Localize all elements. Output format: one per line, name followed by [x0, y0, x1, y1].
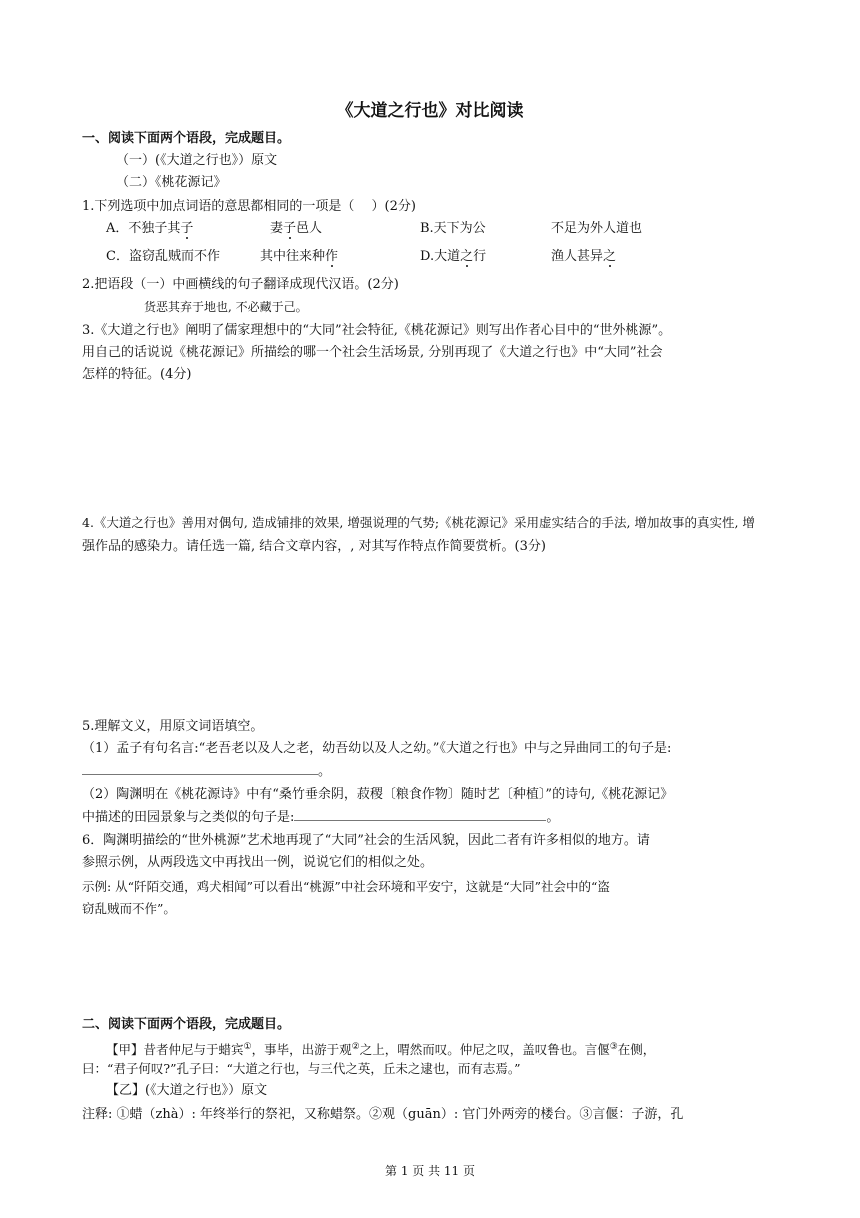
question-2-sentence: 货恶其弃于地也, 不必藏于己。 [144, 300, 308, 314]
question-6-example-2: 窃乱贼而不作”。 [82, 901, 176, 916]
option-c-1: C．盗窃乱贼而不作 [106, 249, 220, 264]
source-2: （二）《桃花源记》 [116, 175, 227, 190]
passage-yi: 【乙】(《大道之行也》）原文 [106, 1083, 268, 1098]
option-b-2: 不足为外人道也 [551, 221, 643, 236]
question-6-line-1: 6．陶渊明描绘的“世外桃源”艺术地再现了“大同”社会的生活风貌，因此二者有许多相似的地方。请 [82, 833, 650, 848]
question-4-line-2: 强作品的感染力。请任选一篇, 结合文章内容，, 对其写作特点作简要赏析。(3分) [82, 539, 546, 554]
passage-jia-line-1: 【甲】昔者仲尼与于蜡宾①，事毕，出游于观②之上，喟然而叹。仲尼之叹，盖叹鲁也。言偃③在侧， [106, 1042, 656, 1058]
question-3-line-2: 用自己的话说说《桃花源记》所描绘的哪一个社会生活场景, 分别再现了《大道之行也》中“大同”社会 [82, 345, 663, 360]
option-d-1: D.大道之行 [420, 249, 487, 264]
question-5-2-line-1: （2）陶渊明在《桃花源诗》中有“桑竹垂余阴，菽稷〔粮食作物〕随时艺〔种植〕”的诗句,《桃花源记》 [82, 787, 674, 802]
question-3-line-3: 怎样的特征。(4分) [82, 367, 192, 382]
answer-blank-1[interactable] [82, 760, 318, 775]
option-c-2: 其中往来种作 [260, 249, 339, 264]
option-d-2: 渔人甚异之 [551, 249, 617, 264]
question-5-2-line-2: 中描述的田园景象与之类似的句子是: 。 [82, 806, 798, 829]
question-3-line-1: 3.《大道之行也》阐明了儒家理想中的“大同”社会特征,《桃花源记》则写出作者心目中的“世外桃源”。 [82, 323, 672, 338]
option-a-2: 妻子邑人 [270, 221, 323, 236]
page-title: 《大道之行也》对比阅读 [336, 101, 524, 121]
question-1-stem: 1.下列选项中加点词语的意思都相同的一项是（ ）(2分) [82, 199, 416, 214]
question-5-1-line-1: （1）孟子有句名言:“老吾老以及人之老，幼吾幼以及人之幼。”《大道之行也》中与之异曲同工的句子是: [82, 741, 672, 756]
question-4-line-1: 4.《大道之行也》善用对偶句, 造成铺排的效果, 增强说理的气势;《桃花源记》采用虚实结合的手法, 增加故事的真实性, 增 [82, 515, 755, 530]
answer-blank-2[interactable] [294, 806, 546, 821]
notes-line: 注释: ①蜡（zhà）: 年终举行的祭祀，又称蜡祭。②观（guān）: 官门外两旁的楼台。③言偃：子游，孔 [82, 1107, 684, 1122]
source-1: （一）(《大道之行也》）原文 [116, 153, 278, 168]
section-1-heading: 一、阅读下面两个语段，完成题目。 [82, 131, 291, 146]
question-5-stem: 5.理解文义，用原文词语填空。 [82, 719, 264, 734]
question-5-1-answer: 。 [82, 760, 798, 783]
passage-jia-line-2: 曰：“君子何叹?”孔子曰：“大道之行也，与三代之英，丘未之逮也，而有志焉。” [82, 1061, 521, 1076]
section-2-heading: 二、阅读下面两个语段，完成题目。 [82, 1017, 291, 1032]
option-a-1: A．不独子其子 [106, 221, 194, 236]
question-2-stem: 2.把语段（一）中画横线的句子翻译成现代汉语。(2分) [82, 277, 399, 292]
page-footer: 第 1 页 共 11 页 [385, 1164, 475, 1178]
question-6-line-2: 参照示例，从两段选文中再找出一例，说说它们的相似之处。 [82, 855, 434, 870]
question-6-example-1: 示例: 从“阡陌交通，鸡犬相闻”可以看出“桃源”中社会环境和平安宁，这就是“大同”社会中的“盗 [82, 879, 610, 894]
option-b-1: B.天下为公 [420, 221, 486, 236]
